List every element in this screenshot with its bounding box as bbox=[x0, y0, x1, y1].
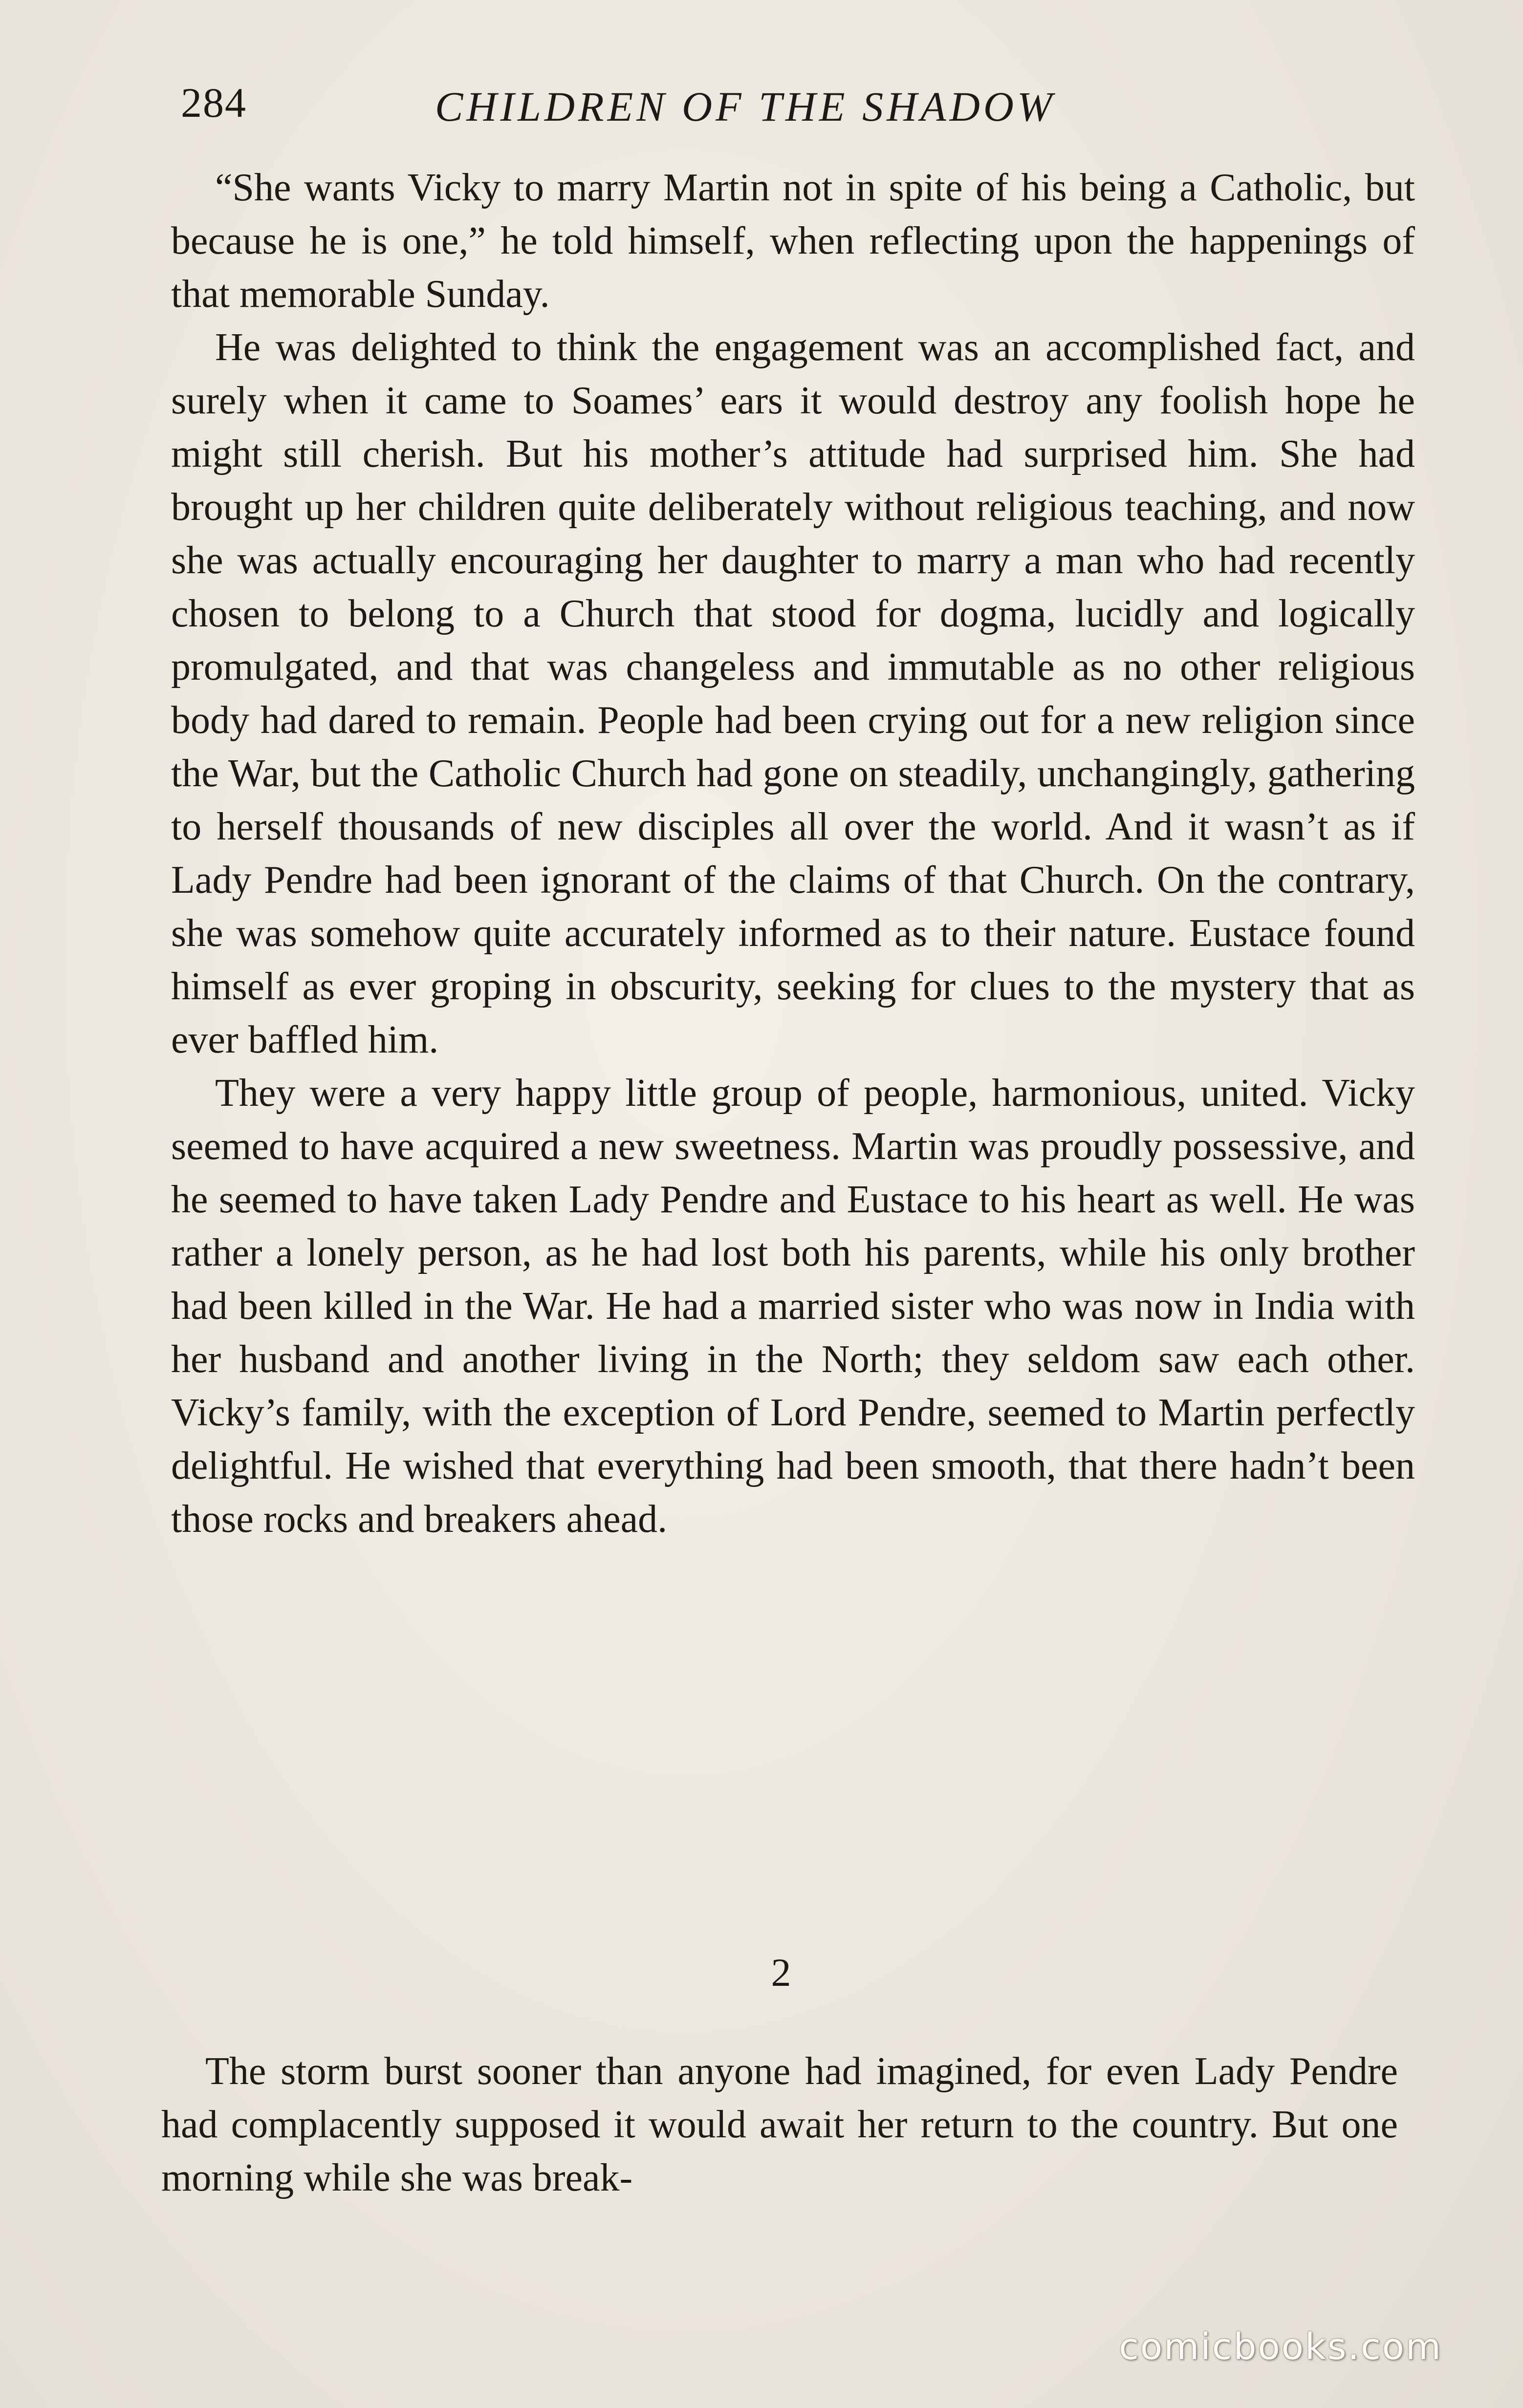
paragraph-1: “She wants Vicky to marry Martin not in spite of his being a Catholic, but because he is one,” he told himself, when reflecting upon the happenings of that memorable Sunday. bbox=[171, 166, 1415, 316]
section-paragraph: The storm burst sooner than anyone had imagined, for even Lady Pendre had complacently supposed it would await her return to the country. But one morning while she was break- bbox=[161, 2050, 1398, 2199]
main-text-block bbox=[171, 161, 1415, 1546]
section-number: 2 bbox=[771, 1950, 791, 1995]
watermark: comicbooks.com bbox=[1119, 2326, 1442, 2368]
paragraph-2: He was delighted to think the engagement was an accomplished fact, and surely when it came to Soames’ ears it would destroy any foolish hope he might still cherish. But his mother’s attitude had surprised him. She had brought up her children quite deliberately without religious teaching, and now she was actually encouraging her daughter to marry a man who had recently chosen to belong to a Church that stood for dogma, lucidly and logically promulgated, and that was changeless and immutable as no other religious body had dared to remain. People had been crying out for a new religion since the War, but the Catholic Church had gone on steadily, unchangingly, gathering to herself thousands of new disciples all over the world. And it wasn’t as if Lady Pendre had been ignorant of the claims of that Church. On the contrary, she was somehow quite accurately informed as to their nature. Eustace found himself as ever groping in obscurity, seeking for clues to the mystery that as ever baffled him. bbox=[171, 326, 1415, 1061]
page-header bbox=[181, 73, 1373, 147]
paragraph-3: They were a very happy little group of people, harmonious, united. Vicky seemed to have acquired a new sweetness. Martin was proudly possessive, and he seemed to have taken Lady Pendre and Eustace to his heart as well. He was rather a lonely person, as he had lost both his parents, while his only brother had been killed in the War. He had a married sister who was now in India with her husband and another living in the North; they seldom saw each other. Vicky’s family, with the exception of Lord Pendre, seemed to Martin perfectly delightful. He wished that everything had been smooth, that there hadn’t been those rocks and breakers ahead. bbox=[171, 1072, 1415, 1541]
page-number: 284 bbox=[181, 79, 247, 126]
running-title: CHILDREN OF THE SHADOW bbox=[435, 83, 1056, 130]
section-text-block bbox=[161, 2045, 1398, 2205]
